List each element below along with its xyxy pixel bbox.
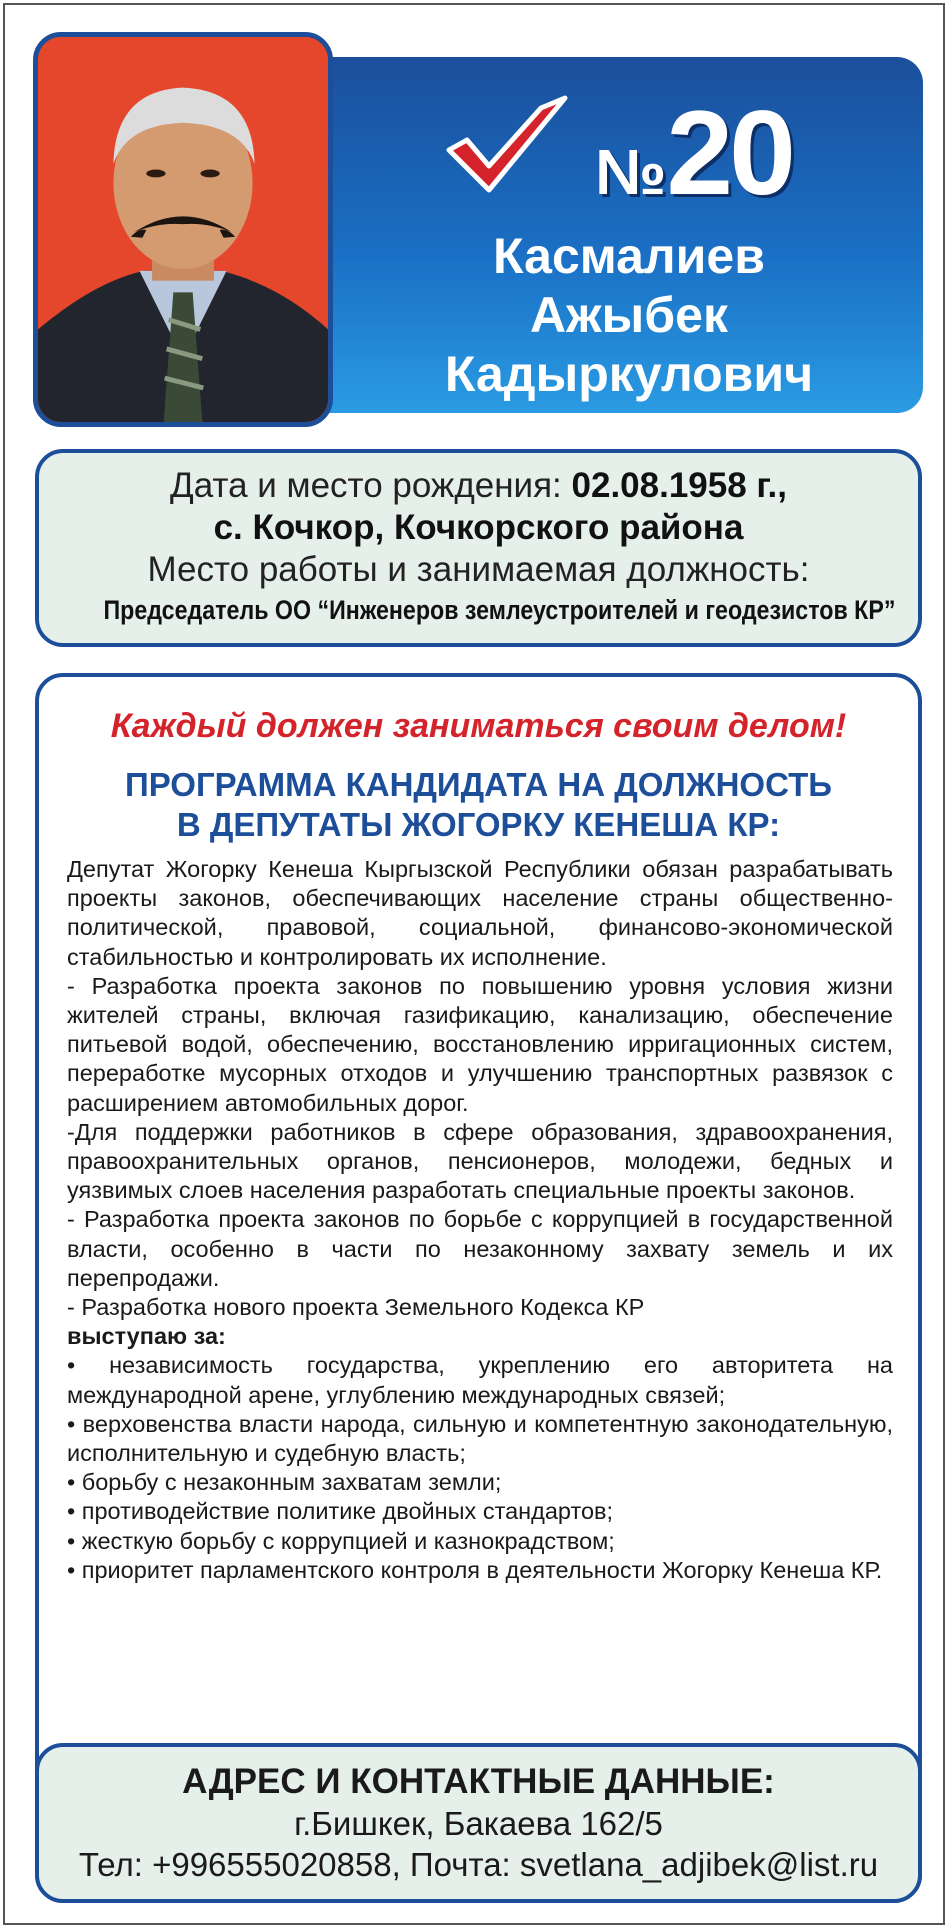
program-paragraph: -Для поддержки работников в сфере образования, здравоохранения, правоохранительных органов, пенсионеров, молодежи, бедных и уязвимых слоев населения разработать специальные проекты законов. (67, 1118, 893, 1204)
contacts-box (35, 1743, 922, 1903)
program-paragraph: Депутат Жогорку Кенеша Кыргызской Республики обязан разрабатывать проекты законов, обеспечивающих население страны общественно-политической, правовой, социальной, финансово-экономической стабильностью и контролировать их исполнение. (67, 856, 893, 970)
position-title: Председатель ОО “Инженеров землеустроителей и геодезистов КР” (103, 595, 896, 625)
contacts-address: г.Бишкек, Бакаева 162/5 (294, 1805, 663, 1842)
birth-place: с. Кочкор, Кочкорского района (213, 508, 744, 547)
program-title-line-2: В ДЕПУТАТЫ ЖОГОРКУ КЕНЕША КР: (176, 806, 781, 843)
support-item: • верховенства власти народа, сильную и компетентную законодательную, исполнительную и судебную власть; (67, 1410, 893, 1467)
surname: Касмалиев (493, 228, 765, 284)
program-paragraph: - Разработка проекта законов по борьбе с коррупцией в государственной власти, особенно в части по незаконному захвату земель и их перепродажи. (67, 1206, 893, 1291)
program-paragraph: - Разработка нового проекта Земельного Кодекса КР (67, 1294, 645, 1321)
candidate-portrait-illustration (38, 37, 328, 422)
program-box (35, 673, 922, 1903)
support-heading: выступаю за: (67, 1323, 226, 1350)
program-title (39, 765, 918, 845)
birth-date: 02.08.1958 г., (571, 466, 787, 505)
birth-label: Дата и место рождения: (170, 466, 562, 505)
support-item: • независимость государства, укреплению его авторитета на международной арене, углублению международных связей; (67, 1352, 893, 1408)
checkmark-icon (445, 90, 570, 210)
candidate-photo (33, 32, 333, 427)
birth-line (39, 465, 918, 507)
support-item: • приоритет парламентского контроля в деятельности Жогорку Кенеша КР. (67, 1556, 883, 1583)
program-title-line-1: ПРОГРАММА КАНДИДАТА НА ДОЛЖНОСТЬ (125, 766, 832, 803)
number-sign: № (595, 136, 667, 208)
work-label: Место работы и занимаемая должность: (147, 550, 810, 589)
biography-box (35, 449, 922, 647)
contacts-phone-email: Тел: +996555020858, Почта: svetlana_adjibek@list.ru (78, 1846, 879, 1883)
patronymic: Кадыркулович (444, 346, 814, 402)
number-value: 20 (666, 86, 792, 220)
contacts-title: АДРЕС И КОНТАКТНЫЕ ДАННЫЕ: (182, 1762, 775, 1801)
candidate-number (595, 86, 915, 223)
campaign-leaflet (3, 3, 945, 1925)
program-paragraph: - Разработка проекта законов по повышению уровня условия жизни жителей страны, включая газификацию, канализацию, обеспечение питьевой водой, обеспечению, восстановлению ирригационных систем, переработке мусорных отходов и улучшению транспортных развязок с расширением автомобильных дорог. (67, 972, 893, 1116)
support-item: • противодействие политике двойных стандартов; (67, 1498, 614, 1525)
birth-place-line (39, 507, 918, 549)
support-item: • борьбу с незаконным захватам земли; (67, 1469, 502, 1496)
first-name: Ажыбек (530, 287, 728, 343)
slogan: Каждый должен заниматься своим делом! (110, 707, 847, 745)
program-body (67, 855, 893, 1585)
support-item: • жесткую борьбу с коррупцией и казнокрадством; (67, 1527, 615, 1554)
candidate-name (335, 227, 923, 404)
